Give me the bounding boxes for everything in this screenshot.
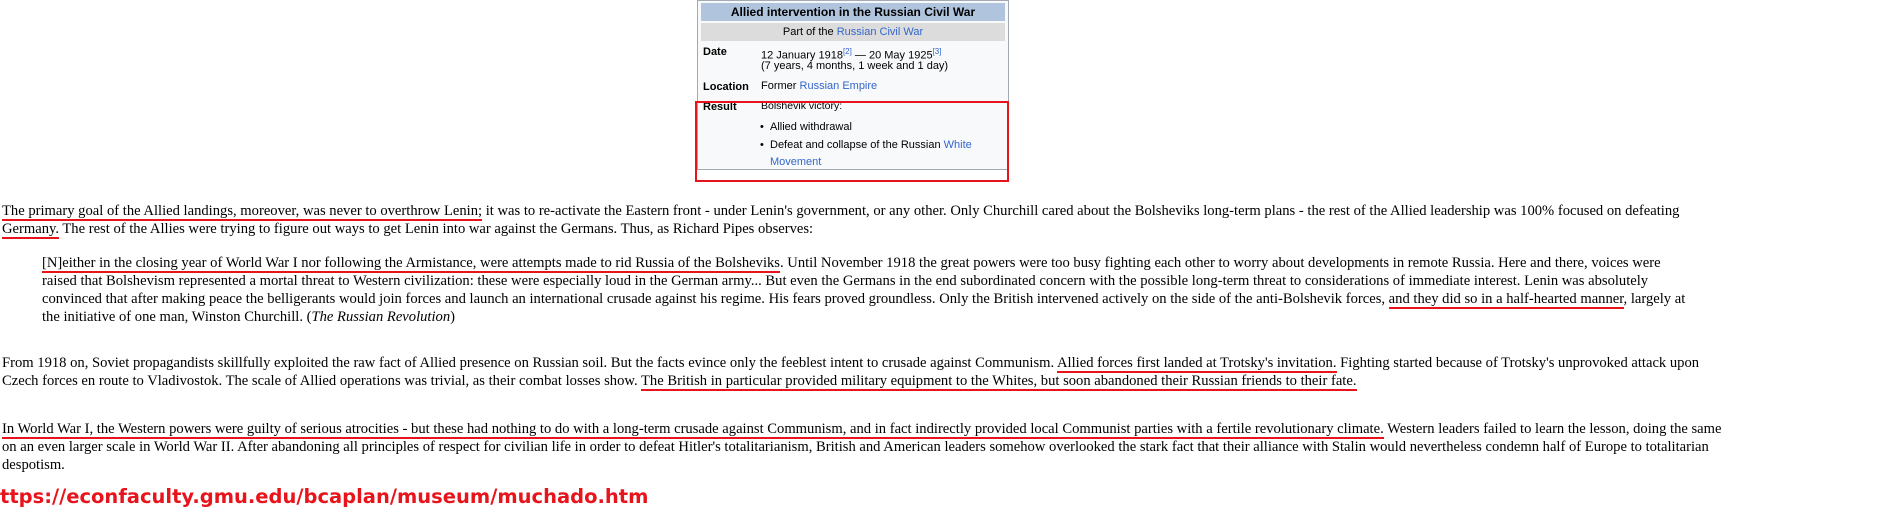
text: The rest of the Allies were trying to figure out ways to get Lenin into war against the Germans. Thus, as Richard Pipes observes: (59, 221, 814, 237)
text: ) (450, 309, 456, 325)
white-movement-link-a[interactable]: White (943, 139, 972, 151)
source-url: ttps://econfaculty.gmu.edu/bcaplan/museum/muchado.htm (0, 485, 649, 508)
underlined-text: and they did so in a half-hearted manner (1388, 291, 1624, 307)
infobox-title: Allied intervention in the Russian Civil War (701, 3, 1005, 21)
bullet-dot: • (760, 139, 764, 151)
text: . Until November 1918 the great powers were too busy fighting each other to worry about developments in remote Russia. Here and there, voices were (779, 255, 1661, 271)
location-label: Location (703, 81, 749, 93)
infobox-subtitle (701, 23, 1005, 41)
text: Western leaders failed to learn the lesson, doing the same (1383, 421, 1722, 437)
quote-line3 (42, 290, 1685, 308)
date-start: 12 January 1918 (761, 49, 843, 62)
white-movement-link-b[interactable]: Movement (770, 156, 822, 168)
bullet-1-text: Allied withdrawal (770, 121, 852, 133)
text: Czech forces en route to Vladivostok. The scale of Allied operations was trivial, as their combat losses show. (2, 373, 642, 389)
text: From 1918 on, Soviet propagandists skillfully exploited the raw fact of Allied presence on Russian soil. But the facts evince only the feeblest intent to crusade against Communism. (2, 355, 1058, 371)
para2-line1 (2, 354, 1699, 372)
russian-empire-link[interactable]: Russian Empire (799, 80, 878, 92)
location-prefix: Former (761, 80, 797, 92)
ref-3-link[interactable]: [3] (932, 47, 942, 56)
para3-line2: on an even larger scale in World War II. After abandoning all principles of respect for civilian life in order to defeat Hitler's totalitarianism, British and American leaders somehow overlooked the stark fact that their alliance with Stalin would nevertheless condemn half of Europe to totalitarian (2, 439, 1709, 455)
bullet-dot: • (760, 121, 764, 133)
quote-line4 (42, 308, 455, 326)
underlined-text: In World War I, the Western powers were guilty of serious atrocities - but these had nothing to do with a long-term crusade against Communism, and in fact indirectly provided local Communist parties with a fertile revolutionary climate. (2, 421, 1384, 437)
text: it was to re-activate the Eastern front - under Lenin's government, or any other. Only Churchill cared about the Bolsheviks long-term plans - the rest of the Allied leadership was 100% focused on defeating (482, 203, 1680, 219)
bullet-2-text: Defeat and collapse of the Russian (770, 139, 941, 151)
ref-2-link[interactable]: [2] (842, 47, 852, 56)
result-highlight-box (695, 101, 1009, 182)
underlined-text: Allied forces first landed at Trotsky's invitation. (1057, 355, 1337, 371)
book-title: The Russian Revolution (311, 309, 451, 325)
underlined-text: Germany. (2, 221, 59, 237)
russian-civil-war-link[interactable]: Russian Civil War (836, 26, 924, 38)
result-label: Result (703, 101, 737, 113)
quote-line1 (42, 254, 1661, 272)
subtitle-prefix: Part of the (782, 26, 834, 38)
date-label: Date (703, 46, 727, 58)
para1-line2 (2, 220, 813, 238)
text: Fighting started because of Trotsky's unprovoked attack upon (1336, 355, 1700, 371)
text: convinced that after making peace the belligerants would join forces and launch an international crusade against his regime. His fears proved groundless. Only the British intervened actively on the side of the anti-Bolshevik forces, (42, 291, 1389, 307)
para2-line2 (2, 372, 1357, 390)
text: , largely at (1623, 291, 1686, 307)
para3-line3: despotism. (2, 457, 65, 473)
underlined-text: The British in particular provided military equipment to the Whites, but soon abandoned their Russian friends to their fate. (641, 373, 1357, 389)
quote-line2: raised that Bolshevism represented a mortal threat to Western civilization: these were especially loud in the German army... But even the Germans in the end subordinated concern with the possible long-term threat to considerations of immediate interest. Lenin was absolutely (42, 273, 1649, 289)
underlined-text: The primary goal of the Allied landings, moreover, was never to overthrow Lenin; (2, 203, 483, 219)
para1-line1 (2, 202, 1679, 220)
para3-line1 (2, 420, 1722, 438)
text: the initiative of one man, Winston Churchill. ( (42, 309, 312, 325)
result-text: Bolshevik victory: (761, 100, 843, 112)
underlined-text: [N]either in the closing year of World War I nor following the Armistance, were attempts made to rid Russia of the Bolsheviks (42, 255, 780, 271)
location-value (761, 79, 877, 94)
date-end: — 20 May 1925 (851, 49, 933, 62)
duration: (7 years, 4 months, 1 week and 1 day) (761, 60, 949, 72)
